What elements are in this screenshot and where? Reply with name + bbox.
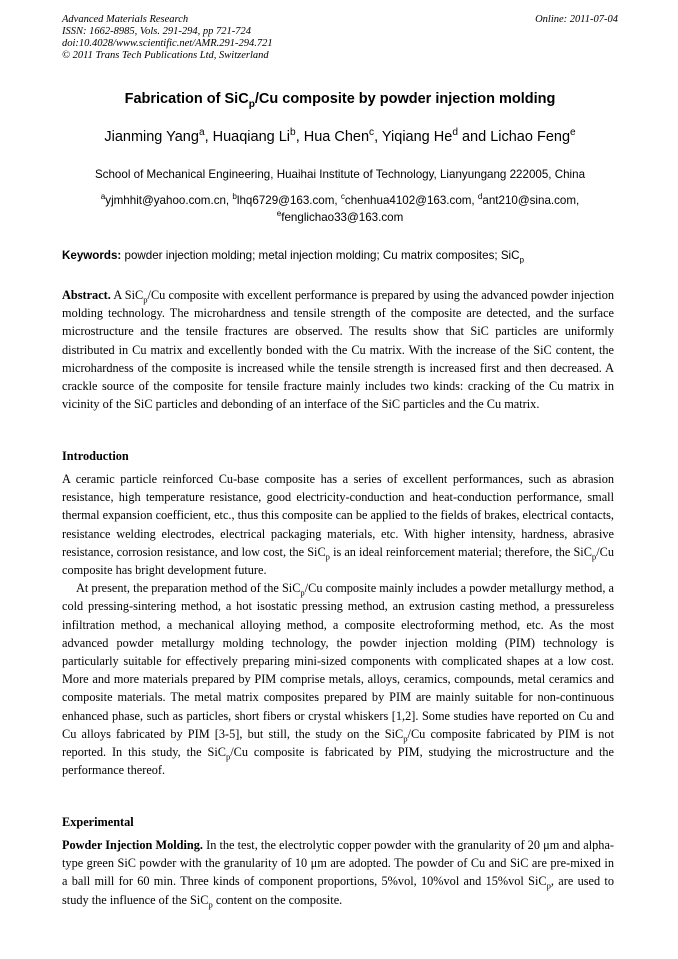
online-date: Online: 2011-07-04: [535, 14, 618, 25]
experimental-heading: Experimental: [62, 815, 134, 829]
email-link[interactable]: yjmhhit@yahoo.com.cn,: [105, 194, 233, 207]
author-name: Huaqiang Li: [212, 129, 291, 145]
introduction-heading: Introduction: [62, 449, 129, 463]
keywords: Keywords: powder injection molding; metal injection molding; Cu matrix composites; SiC$_p$: [62, 249, 525, 265]
author-name: Yiqiang He: [381, 129, 453, 145]
author-name: Hua Chen: [303, 129, 370, 145]
subsection-label: Powder Injection Molding.: [62, 838, 203, 852]
introduction-body: [62, 470, 614, 779]
email-link[interactable]: chenhua4102@163.com,: [344, 194, 478, 207]
affiliation: School of Mechanical Engineering, Huaihai Institute of Technology, Lianyungang 222005, China: [94, 168, 586, 181]
doi-line: doi:10.4028/www.scientific.net/AMR.291-294.721: [62, 38, 273, 49]
abstract: Abstract. A SiC$_p$/Cu composite with excellent performance is prepared by using the advanced powder injection molding technology. The microhardness and tensile strength of the composite are detected, and the surface microstructure and the tensile fractures are observed. The results show that SiC particles are uniformly distributed in Cu matrix and excellently bonded with the Cu matrix. With the increase of the SiC content, the microhardness of the composite is increased while the tensile strength is increased first and then decreased. A crackle source of the composite for tensile fracture mainly includes two kinds: cracking of the Cu matrix in vicinity of the SiC particles and debonding of an interface of the SiC particles and the Cu matrix.: [62, 288, 615, 412]
author-name: Lichao Feng: [490, 129, 571, 145]
paragraph: A ceramic particle reinforced Cu-base composite has a series of excellent performances, such as abrasion resistance, high temperature resistance, good electricity-conduction and heat-conduction performance, small thermal expansion coefficient, etc., thus this composite can be applied to the fields of brakes, electrical contacts, resistance welding electrodes, electrical packaging materials, etc. With higher intensity, hardness, abrasive resistance, corrosion resistance, and low cost, the SiC$_p$ is an ideal reinforcement material; therefore, the SiC$_p$/Cu composite has bright development future.: [62, 472, 614, 578]
paper-title: Fabrication of SiC$_p$/Cu composite by powder injection molding: [124, 91, 556, 110]
paragraph: At present, the preparation method of the SiC$_p$/Cu composite mainly includes a powder metallurgy method, a cold pressing-sintering method, a hot isostatic pressing method, an extrusion casting method, a pressureless infiltration method, a mechanical alloying method, a composite electroforming method, etc. As the most advanced powder metallurgy molding technology, the powder injection molding (PIM) technology is particularly suitable for effectively preparing mini-sized components with complicated shapes at a low cost. More and more materials prepared by PIM comprise metals, alloys, ceramics, compounds, metal ceramics and composite materials. The metal matrix composites prepared by PIM are mainly suitable for non-continuous enhanced phase, such as particles, short fibers or crystal whiskers [1,2]. Some studies have reported on Cu and Cu alloys fabricated by PIM [3-5], but still, the study on the SiC$_p$/Cu composite fabricated by PIM is not reported. In this study, the SiC$_p$/Cu composite is fabricated by PIM, studying the microstructure and the performance thereof.: [62, 581, 615, 778]
author-list: Jianming Yang$^a$, Huaqiang Li$^b$, Hua Chen$^c$, Yiqiang He$^d$ and Lichao Feng$^e$: [104, 127, 576, 145]
experimental-body: Powder Injection Molding. In the test, the electrolytic copper powder with the granularity of 20 μm and alpha-type green SiC powder with the granularity of 10 μm are adopted. The powder of Cu and SiC are pre-mixed in a ball mill for 60 min. Three kinds of component proportions, 5%vol, 10%vol and 15%vol SiC$_p$, are used to study the influence of the SiC$_p$ content on the composite.: [62, 838, 615, 910]
email-link[interactable]: fenglichao33@163.com: [281, 211, 404, 224]
email-link[interactable]: lhq6729@163.com,: [236, 194, 341, 207]
page-header: [62, 14, 618, 62]
keywords-label: Keywords:: [62, 249, 122, 262]
copyright-line: © 2011 Trans Tech Publications Ltd, Switzerland: [62, 50, 269, 61]
journal-name: Advanced Materials Research: [62, 14, 189, 25]
email-list: $^a$yjmhhit@yahoo.com.cn, $^b$lhq6729@163.com, $^c$chenhua4102@163.com, $^d$ant210@sina.com, $^e$fenglichao33@163.com: [100, 192, 580, 224]
author-name: Jianming Yang: [104, 129, 199, 145]
abstract-label: Abstract.: [62, 288, 111, 302]
email-link[interactable]: ant210@sina.com,: [482, 194, 580, 207]
issn-line: ISSN: 1662-8985, Vols. 291-294, pp 721-724: [62, 26, 251, 37]
